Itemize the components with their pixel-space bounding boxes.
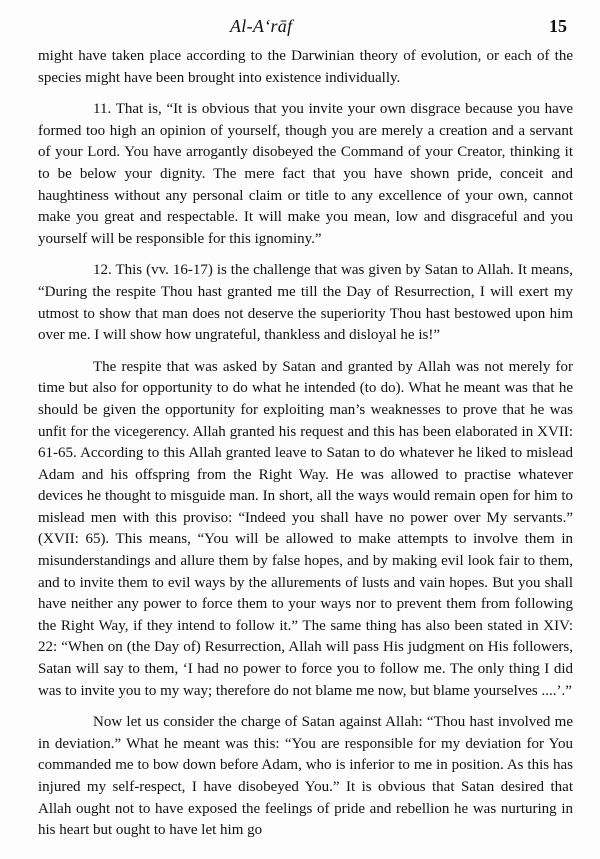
body-text [38,46,573,842]
running-head [0,16,600,40]
chapter-title: Al-A‘rāf [230,16,293,36]
paragraph-continuation: might have taken place according to the Darwinian theory of evolution, or each of the species might have been brought into existence individually. [38,48,573,86]
paragraph-respite: The respite that was asked by Satan and granted by Allah was not merely for time but also for opportunity to do what he intended (to do). What he meant was that he should be given the opportunity for exploiting man’s weaknesses to prove that he was unfit for the vicegerency. Allah granted his request and this has been elaborated in XVII: 61-65. According to this Allah granted leave to Satan to do whatever he liked to mislead Adam and his offspring from the Right Way. He was allowed to practise whatever devices he thought to misguide man. In short, all the ways would remain open for him to mislead men with this proviso: “Indeed you shall have no power over My servants.” (XVII: 65). This means, “You will be allowed to make attempts to involve them in misunderstandings and allure them by false hopes, and by making evil look fair to them, and to invite them to evil ways by the allurements of lusts and vain hopes. But you shall have neither any power to force them to your ways nor to prevent them from following the Right Way, if they intend to follow it.” The same thing has also been stated in XIV: 22: “When on (the Day of) Resurrection, Allah will pass His judgment on His followers, Satan will say to them, ‘I had no power to force you to follow me. The only thing I did was to invite you to my way; therefore do not blame me now, but blame yourselves ....’.” [38,358,573,699]
paragraph-note-12: 12. This (vv. 16-17) is the challenge that was given by Satan to Allah. It means, “During the respite Thou hast granted me till the Day of Resurrection, I will exert my utmost to show that man does not deserve the superiority Thou hast bestowed upon him over me. I will show how ungrateful, thankless and disloyal he is!” [38,262,573,344]
paragraph-charge: Now let us consider the charge of Satan against Allah: “Thou hast involved me in deviation.” What he meant was this: “You are responsible for my deviation for You commanded me to bow down before Adam, who is inferior to me in position. As this has injured my self-respect, I have disobeyed You.” It is obvious that Satan desired that Allah ought not to have exposed the feelings of pride and rebellion he was nurturing in his heart but ought to have let him go [38,714,573,839]
paragraph-note-11: 11. That is, “It is obvious that you invite your own disgrace because you have formed too high an opinion of yourself, though you are merely a creation and a servant of your Lord. You have arrogantly disobeyed the Command of your Creator, thinking it to be below your dignity. The mere fact that you have shown pride, conceit and haughtiness without any personal claim or title to any excellence of your own, cannot make you great and respectable. It will make you mean, low and disgraceful and you yourself will be responsible for this ignominy.” [38,101,573,247]
page-number: 15 [549,16,567,36]
